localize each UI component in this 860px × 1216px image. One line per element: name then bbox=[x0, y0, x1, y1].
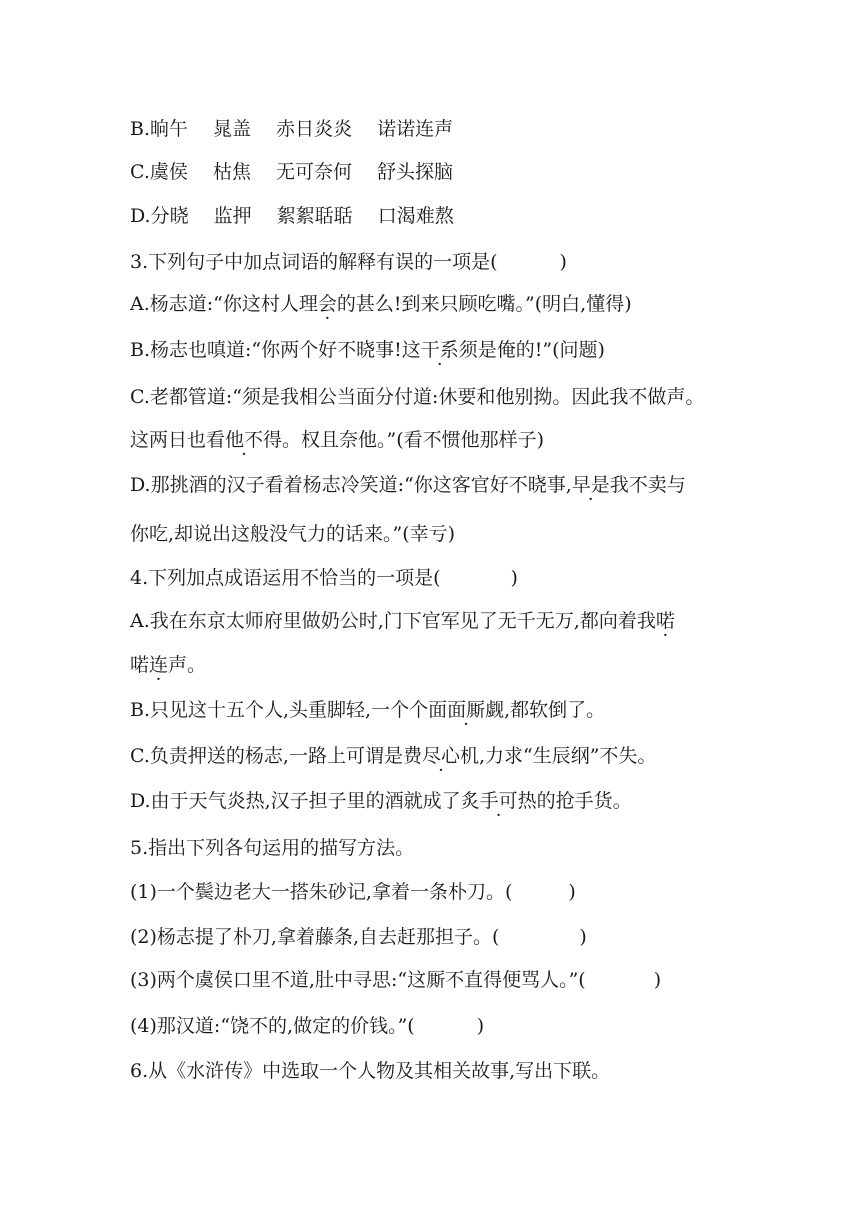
q4-option-a-line2: 喏连声。 bbox=[130, 654, 207, 676]
dotted-term: 早是 bbox=[571, 474, 610, 496]
question-5: 5.指出下列各句运用的描写方法。 bbox=[130, 837, 415, 859]
q4-option-a-line1: A.我在东京太师府里做奶公时,门下官军见了无千无万,都向着我喏 bbox=[130, 610, 675, 632]
q5-item-4: (4)那汉道:“饶不的,做定的价钱。”( ) bbox=[130, 1015, 485, 1037]
q4-option-b: B.只见这十五个人,头重脚轻,一个个面面厮觑,都软倒了。 bbox=[130, 699, 606, 721]
q2-option-c: C.虞侯 枯焦 无可奈何 舒头探脑 bbox=[130, 161, 454, 183]
q3-option-c-line2: 这两日也看他不得。权且奈他。”(看不惯他那样子) bbox=[130, 429, 545, 451]
q5-item-2: (2)杨志提了朴刀,拿着藤条,自去赶那担子。( ) bbox=[130, 926, 587, 948]
dotted-term: 会 bbox=[317, 293, 337, 315]
q3-option-a: A.杨志道:“你这村人理会的甚么!到来只顾吃嘴。”(明白,懂得) bbox=[130, 293, 632, 315]
q4-option-d: D.由于天气炎热,汉子担子里的酒就成了炙手可热的抢手货。 bbox=[130, 790, 632, 812]
q5-item-3: (3)两个虞侯口里不道,肚中寻思:“这厮不直得便骂人。”( ) bbox=[130, 969, 662, 991]
dotted-term: 喏连声 bbox=[130, 654, 188, 676]
q3-option-c-line1: C.老都管道:“须是我相公当面分付道:休要和他别拗。因此我不做声。 bbox=[130, 386, 705, 408]
dotted-term: 炙手可热 bbox=[460, 790, 537, 812]
q3-option-b: B.杨志也嗔道:“你两个好不晓事!这干系须是俺的!”(问题) bbox=[130, 339, 605, 361]
q3-option-d-line1: D.那挑酒的汉子看着杨志冷笑道:“你这客官好不晓事,早是我不卖与 bbox=[130, 474, 686, 496]
q3-option-d-line2: 你吃,却说出这般没气力的话来。”(幸亏) bbox=[130, 523, 456, 545]
dotted-term: 费尽心机 bbox=[402, 745, 479, 767]
dotted-term: 看他不得 bbox=[206, 429, 283, 451]
q4-option-c: C.负责押送的杨志,一路上可谓是费尽心机,力求“生辰纲”不失。 bbox=[130, 745, 657, 767]
dotted-term: 喏 bbox=[655, 610, 675, 632]
q5-item-1: (1)一个鬓边老大一搭朱砂记,拿着一条朴刀。( ) bbox=[130, 881, 576, 903]
dotted-term: 面面厮觑 bbox=[428, 699, 505, 721]
question-6: 6.从《水浒传》中选取一个人物及其相关故事,写出下联。 bbox=[130, 1060, 611, 1082]
q2-option-d: D.分晓 监押 絮絮聒聒 口渴难熬 bbox=[130, 205, 454, 227]
dotted-term: 干系 bbox=[420, 339, 459, 361]
question-4: 4.下列加点成语运用不恰当的一项是( ) bbox=[130, 567, 518, 589]
q2-option-b: B.晌午 晁盖 赤日炎炎 诺诺连声 bbox=[130, 118, 454, 140]
question-3: 3.下列句子中加点词语的解释有误的一项是( ) bbox=[130, 251, 567, 273]
